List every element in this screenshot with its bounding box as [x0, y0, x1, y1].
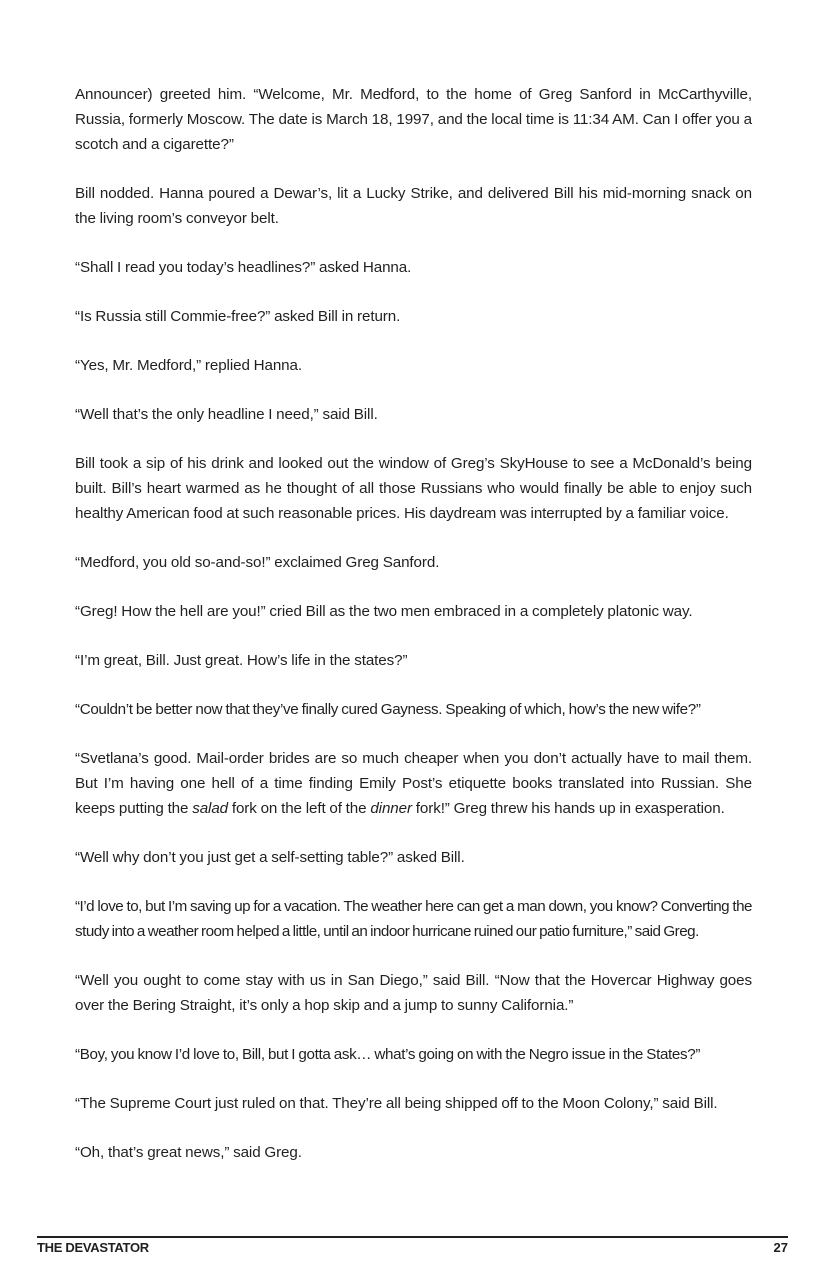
paragraph: “Couldn’t be better now that they’ve finally cured Gayness. Speaking of which, how’s the new wife?” — [75, 701, 701, 718]
page-number: 27 — [773, 1240, 788, 1255]
paragraph: Announcer) greeted him. “Welcome, Mr. Medford, to the home of Greg Sanford in McCarthyville, Russia, formerly Moscow. The date is March 18, 1997, and the local time is 11:34 AM. Can I offer you a scotch and a cigarette?” — [75, 86, 752, 153]
paragraph: “Well why don’t you just get a self-setting table?” asked Bill. — [75, 849, 465, 866]
paragraph: “Boy, you know I’d love to, Bill, but I gotta ask… what’s going on with the Negro issue in the States?” — [75, 1046, 701, 1063]
paragraph-text: “Svetlana’s good. Mail-order brides are so much cheaper when you don’t actually have to mail them. But I’m having one hell of a time finding Emily Post’s etiquette books translated into Russian. She keeps putting the — [75, 750, 752, 817]
emphasis-salad: salad — [192, 800, 229, 817]
paragraph: “I’d love to, but I’m saving up for a vacation. The weather here can get a man down, you know? Converting the study into a weather room helped a little, until an indoor hurricane ruined our patio furniture,” said Greg. — [75, 898, 752, 940]
paragraph: “The Supreme Court just ruled on that. They’re all being shipped off to the Moon Colony,” said Bill. — [75, 1095, 718, 1112]
paragraph: “Well you ought to come stay with us in San Diego,” said Bill. “Now that the Hovercar Highway goes over the Bering Straight, it’s only a hop skip and a jump to sunny California.” — [75, 972, 752, 1014]
paragraph — [75, 746, 752, 821]
footer-publication-name: THE DEVASTATOR — [37, 1240, 149, 1255]
paragraph: Bill took a sip of his drink and looked out the window of Greg’s SkyHouse to see a McDonald’s being built. Bill’s heart warmed as he thought of all those Russians who would finally be able to enjoy such healthy American food at such reasonable prices. His daydream was interrupted by a familiar voice. — [75, 455, 752, 522]
emphasis-dinner: dinner — [370, 800, 412, 817]
paragraph: “Yes, Mr. Medford,” replied Hanna. — [75, 357, 302, 374]
paragraph: “Shall I read you today’s headlines?” asked Hanna. — [75, 259, 412, 276]
paragraph-text: fork on the left of the — [228, 800, 371, 817]
footer-rule — [37, 1236, 788, 1238]
paragraph: “Well that’s the only headline I need,” said Bill. — [75, 406, 378, 423]
paragraph: “Medford, you old so-and-so!” exclaimed Greg Sanford. — [75, 554, 440, 571]
paragraph: “Greg! How the hell are you!” cried Bill as the two men embraced in a completely platonic way. — [75, 603, 693, 620]
paragraph-text: fork!” Greg threw his hands up in exasperation. — [411, 800, 725, 817]
paragraph: “I’m great, Bill. Just great. How’s life in the states?” — [75, 652, 408, 669]
paragraph: “Oh, that’s great news,” said Greg. — [75, 1144, 302, 1161]
paragraph: “Is Russia still Commie-free?” asked Bill in return. — [75, 308, 401, 325]
page-body — [75, 82, 752, 1189]
paragraph: Bill nodded. Hanna poured a Dewar’s, lit a Lucky Strike, and delivered Bill his mid-morning snack on the living room’s conveyor belt. — [75, 185, 752, 227]
